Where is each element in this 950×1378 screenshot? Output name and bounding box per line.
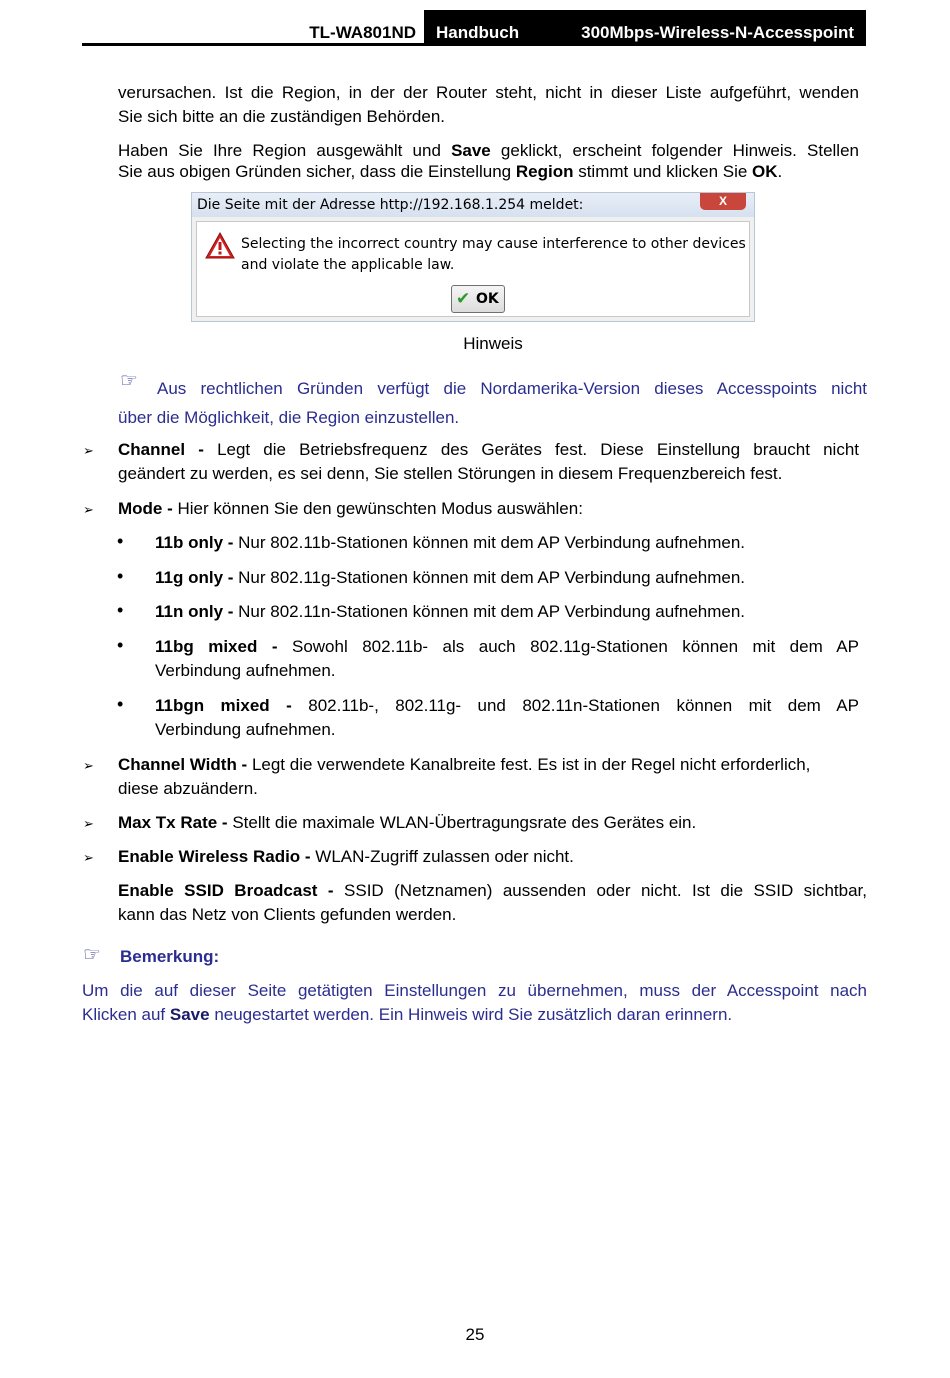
dot-bullet-icon: • — [117, 531, 124, 551]
text-line: Klicken auf Save neugestartet werden. Ein Hinweis wird Sie zusätzlich daran erinnern. — [82, 1005, 733, 1024]
mode-11g: 11g only - Nur 802.11g-Stationen können mit dem AP Verbindung aufnehmen. — [155, 568, 746, 587]
mode-11b: 11b only - Nur 802.11b-Stationen können mit dem AP Verbindung aufnehmen. — [155, 533, 746, 552]
item-wireless-radio: Enable Wireless Radio - WLAN-Zugriff zulassen oder nicht. — [118, 847, 574, 866]
header-title-box — [424, 10, 866, 46]
text-line: Um die auf dieser Seite getätigten Einstellungen zu übernehmen, muss der Accesspoint nach — [82, 981, 867, 1000]
item-channel — [118, 438, 859, 486]
text-line: Aus rechtlichen Gründen verfügt die Nordamerika-Version dieses Accesspoints nicht — [157, 379, 867, 398]
paragraph-region — [118, 81, 859, 129]
header-model: TL-WA801ND — [309, 23, 416, 42]
arrow-bullet-icon: ➢ — [83, 850, 94, 865]
text-line: kann das Netz von Clients gefunden werden. — [118, 905, 457, 924]
text-line: diese abzuändern. — [118, 779, 258, 798]
text-line: Selecting the incorrect country may cause interference to other devices — [241, 236, 746, 252]
figure-caption: Hinweis — [463, 334, 523, 353]
header-rule — [82, 43, 866, 46]
checkmark-icon: ✔ — [456, 289, 471, 309]
text-line: 11bgn mixed - 802.11b-, 802.11g- und 802.11n-Stationen können mit dem AP — [155, 696, 859, 715]
item-channel-width — [118, 753, 859, 801]
mode-11bgn — [155, 694, 859, 742]
dot-bullet-icon: • — [117, 566, 124, 586]
text-line: Channel - Legt die Betriebsfrequenz des Gerätes fest. Diese Einstellung braucht nicht — [118, 440, 860, 459]
page-number: 25 — [465, 1325, 485, 1344]
close-icon[interactable]: X — [700, 193, 746, 210]
remark-text — [82, 979, 867, 1027]
text-line: Channel Width - Legt die verwendete Kanalbreite fest. Es ist in der Regel nicht erforderlich, — [118, 755, 811, 774]
remark-heading: Bemerkung: — [120, 947, 220, 966]
dialog-message — [241, 234, 746, 276]
item-mode: Mode - Hier können Sie den gewünschten Modus auswählen: — [118, 499, 583, 518]
arrow-bullet-icon: ➢ — [83, 502, 94, 517]
text-line: Enable SSID Broadcast - SSID (Netznamen) aussenden oder nicht. Ist die SSID sichtbar, — [118, 881, 867, 900]
arrow-bullet-icon: ➢ — [83, 758, 94, 773]
dialog-body — [196, 221, 750, 317]
dialog-titlebar — [192, 193, 754, 217]
text-line: geändert zu werden, es sei denn, Sie stellen Störungen in diesem Frequenzbereich fest. — [118, 464, 783, 483]
text-line: Sie sich bitte an die zuständigen Behörden. — [118, 107, 446, 126]
pointing-hand-icon: ☞ — [120, 370, 138, 392]
item-max-tx-rate: Max Tx Rate - Stellt die maximale WLAN-Übertragungsrate des Gerätes ein. — [118, 813, 697, 832]
ok-button[interactable] — [451, 285, 505, 313]
text-line: verursachen. Ist die Region, in der der Router steht, nicht in dieser Liste aufgeführt, wenden — [118, 83, 859, 102]
page-header — [82, 10, 866, 46]
ok-button-label: OK — [476, 291, 499, 307]
header-doc: Handbuch — [436, 23, 520, 42]
alert-dialog-screenshot — [191, 192, 755, 322]
mode-11bg — [155, 635, 859, 683]
dot-bullet-icon: • — [117, 600, 124, 620]
text-line: Haben Sie Ihre Region ausgewählt und Save geklickt, erscheint folgender Hinweis. Stellen — [118, 141, 859, 160]
paragraph-save-hint — [118, 140, 859, 182]
text-line: 11bg mixed - Sowohl 802.11b- als auch 802.11g-Stationen können mit dem AP — [155, 637, 859, 656]
header-product: 300Mbps-Wireless-N-Accesspoint — [581, 23, 854, 42]
note-region — [118, 374, 867, 432]
warning-icon — [205, 232, 235, 260]
text-line: and violate the applicable law. — [241, 257, 455, 273]
item-ssid-broadcast — [118, 879, 867, 927]
dot-bullet-icon: • — [117, 694, 124, 714]
text-line: Verbindung aufnehmen. — [155, 661, 336, 680]
dialog-title: Die Seite mit der Adresse http://192.168.1.254 meldet: — [197, 197, 584, 213]
mode-11n: 11n only - Nur 802.11n-Stationen können mit dem AP Verbindung aufnehmen. — [155, 602, 746, 621]
text-line: Sie aus obigen Gründen sicher, dass die Einstellung Region stimmt und klicken Sie OK. — [118, 162, 783, 181]
dot-bullet-icon: • — [117, 635, 124, 655]
arrow-bullet-icon: ➢ — [83, 816, 94, 831]
arrow-bullet-icon: ➢ — [83, 443, 94, 458]
pointing-hand-icon: ☞ — [83, 944, 101, 966]
text-line: über die Möglichkeit, die Region einzustellen. — [118, 408, 460, 427]
text-line: Verbindung aufnehmen. — [155, 720, 336, 739]
